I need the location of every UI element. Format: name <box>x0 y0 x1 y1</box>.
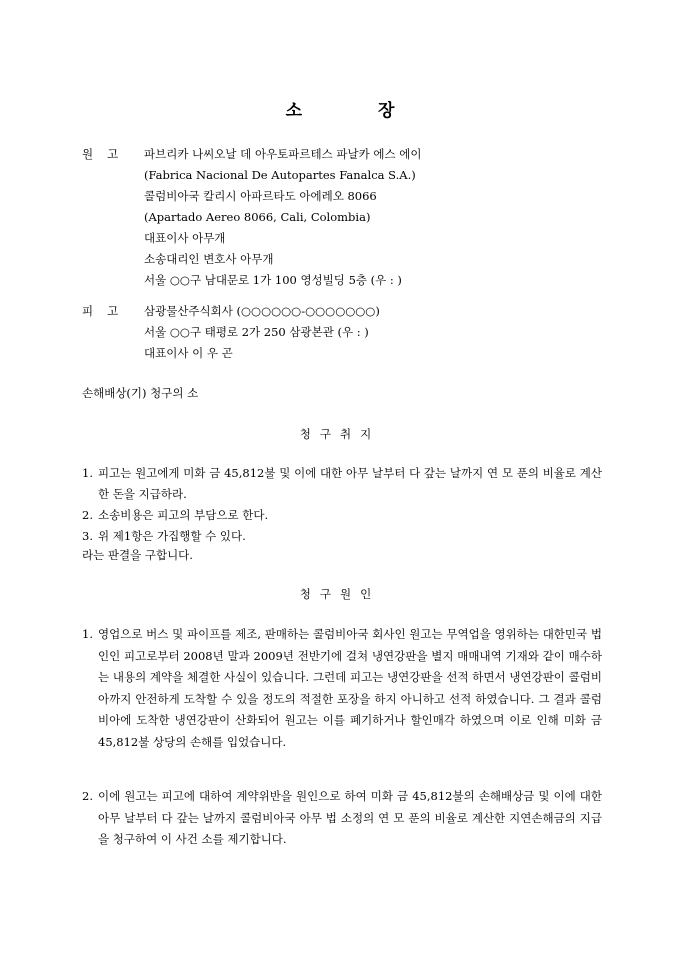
cause-list <box>82 624 602 753</box>
title-char-1: 소 <box>285 101 302 121</box>
claim-number: 1. <box>82 466 93 480</box>
plaintiff-role-label: 원고 <box>82 147 133 161</box>
defendant-representative: 대표이사 이 우 곤 <box>144 346 233 360</box>
plaintiff-name-en: (Fabrica Nacional De Autopartes Fanalca S.A.) <box>144 168 416 182</box>
plaintiff-attorney: 소송대리인 변호사 아무개 <box>144 252 274 266</box>
cause-number: 2. <box>82 789 93 803</box>
claim-item <box>82 505 602 526</box>
cause-item <box>82 624 602 753</box>
plaintiff-attorney-address: 서울 ○○구 남대문로 1가 100 영성빌딩 5층 (우 : ) <box>144 273 402 287</box>
defendant-role-label: 피고 <box>82 304 133 318</box>
claim-text: 피고는 원고에게 미화 금 45,812불 및 이에 대한 아무 날부터 다 갚는 날까지 연 모 푼의 비율로 계산한 돈을 지급하라. <box>98 466 602 501</box>
closing-line: 라는 판결을 구합니다. <box>82 548 193 562</box>
title-char-2: 장 <box>378 101 395 121</box>
plaintiff-representative: 대표이사 아무개 <box>144 231 226 245</box>
cause-number: 1. <box>82 627 93 641</box>
claim-text: 소송비용은 피고의 부담으로 한다. <box>98 508 269 522</box>
plaintiff-details <box>144 144 421 291</box>
case-name: 손해배상(기) 청구의 소 <box>82 386 199 400</box>
plaintiff-name: 파브리카 나씨오날 데 아우토파르테스 파날카 에스 에이 <box>144 147 422 161</box>
claim-heading: 청구취지 <box>299 427 381 441</box>
cause-list-2 <box>82 786 602 851</box>
defendant-details <box>144 301 380 364</box>
claim-number: 2. <box>82 508 93 522</box>
defendant-name: 삼광물산주식회사 (○○○○○○-○○○○○○○) <box>144 304 380 318</box>
plaintiff-address-en: (Apartado Aereo 8066, Cali, Colombia) <box>144 210 371 224</box>
claim-item <box>82 526 602 547</box>
cause-text: 이에 원고는 피고에 대하여 계약위반을 원인으로 하여 미화 금 45,812불의 손해배상금 및 이에 대한 아무 날부터 다 갚는 날까지 콜럼비아국 아무 법 소정의 연 모 푼의 비율로 계산한 지연손해금의 지급을 청구하여 이 사건 소를 제기합니다. <box>98 789 602 846</box>
defendant-address: 서울 ○○구 태평로 2가 250 삼광본관 (우 : ) <box>144 325 369 339</box>
cause-heading: 청구원인 <box>299 587 381 601</box>
claim-text: 위 제1항은 가집행할 수 있다. <box>98 529 246 543</box>
cause-item <box>82 786 602 851</box>
cause-text: 영업으로 버스 및 파이프를 제조, 판매하는 콜럼비아국 회사인 원고는 무역업을 영위하는 대한민국 법인인 피고로부터 2008년 말과 2009년 전반기에 걸쳐 냉연강판을 별지 매매내역 기재와 같이 매수하는 내용의 계약을 체결한 사실이 있습니다. 그런데 피고는 냉연강판을 선적 하면서 냉연강판이 콜럼비아까지 안전하게 도착할 수 있을 정도의 적절한 포장을 하지 아니하고 선적 하였습니다. 그 결과 콜럼비아에 도착한 냉연강판이 산화되어 원고는 이를 폐기하거나 할인매각 하였으며 이로 인해 미화 금 45,812불 상당의 손해를 입었습니다. <box>98 627 602 749</box>
document-title <box>0 96 680 121</box>
claim-list <box>82 463 602 547</box>
plaintiff-address: 콜럼비아국 칼리시 아파르타도 아에레오 8066 <box>144 189 377 203</box>
claim-item <box>82 463 602 505</box>
claim-number: 3. <box>82 529 93 543</box>
